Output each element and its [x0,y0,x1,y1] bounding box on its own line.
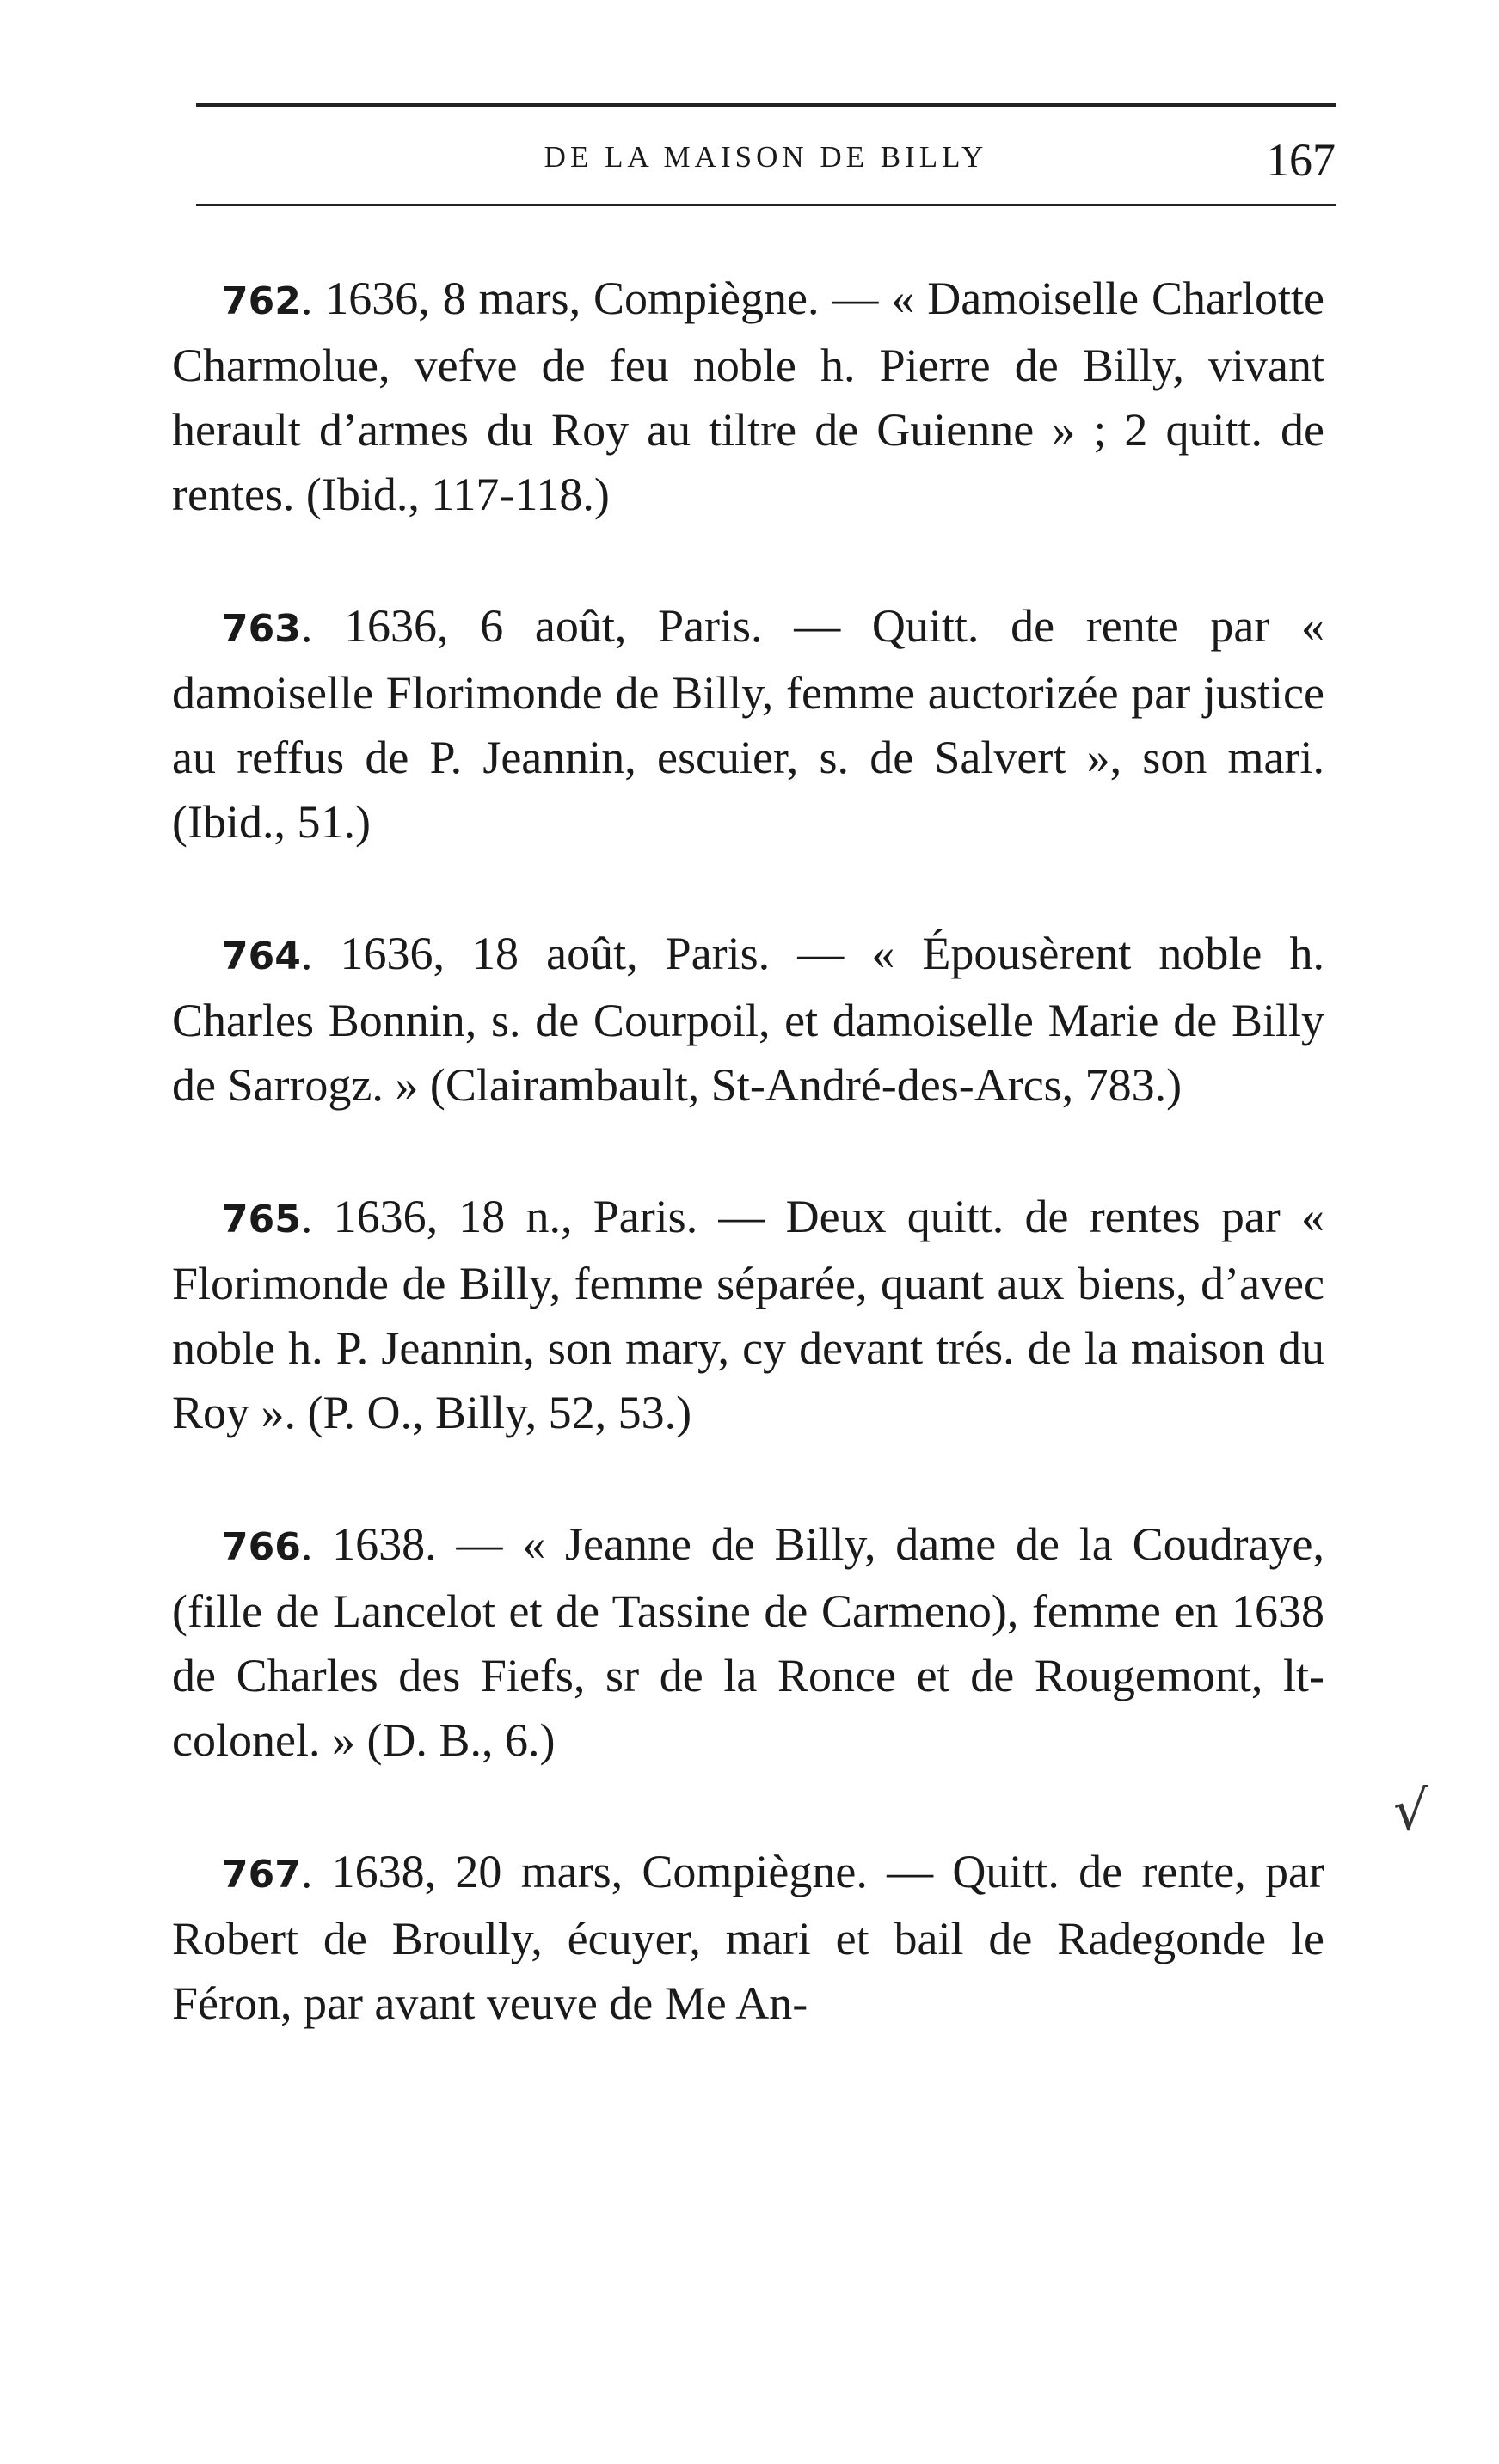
page-number: 167 [1266,134,1336,186]
entry-paragraph [172,1840,1324,2036]
running-title: DE LA MAISON DE BILLY [544,140,988,174]
entry-number: 766 [222,1525,301,1569]
entry-paragraph [172,267,1324,527]
entry-765 [172,1185,1324,1445]
entry-766 [172,1512,1324,1773]
header-rule-top [196,103,1336,107]
entry-paragraph [172,922,1324,1118]
entry-764 [172,922,1324,1118]
entry-text: . 1638. — « Jeanne de Billy, dame de la Coudraye, (fille de Lancelot et de Tassine de Carmeno), femme en 1638 de Charles des Fiefs, sr de la Ronce et de Rougemont, lt-colonel. » (D. B., 6.) [172,1518,1324,1766]
checkmark-annotation: √ [1393,1780,1428,1843]
entry-text: . 1636, 18 n., Paris. — Deux quitt. de rentes par « Florimonde de Billy, femme séparée, quant aux biens, d’avec noble h. P. Jeannin, son mary, cy devant trés. de la maison du Roy ». (P. O., Billy, 52, 53.) [172,1191,1324,1438]
entries-list [172,267,1324,2103]
entry-number: 764 [222,935,301,978]
entry-text: . 1636, 8 mars, Compiègne. — « Damoiselle Charlotte Charmolue, vefve de feu noble h. Pierre de Billy, vivant herault d’armes du Roy au tiltre de Guienne » ; 2 quitt. de rentes. (Ibid., 117-118.) [172,273,1324,520]
entry-paragraph [172,1185,1324,1445]
header-rule-bottom [196,204,1336,206]
entry-763 [172,594,1324,855]
entry-number: 767 [222,1853,301,1897]
entry-paragraph [172,1512,1324,1773]
entry-paragraph [172,594,1324,855]
entry-number: 765 [222,1198,301,1241]
entry-text: . 1636, 6 août, Paris. — Quitt. de rente par « damoiselle Florimonde de Billy, femme auctorizée par justice au reffus de P. Jeannin, escuier, s. de Salvert », son mari. (Ibid., 51.) [172,600,1324,848]
entry-text: . 1636, 18 août, Paris. — « Épousèrent noble h. Charles Bonnin, s. de Courpoil, et damoiselle Marie de Billy de Sarrogz. » (Clairambault, St-André-des-Arcs, 783.) [172,928,1324,1111]
entry-number: 762 [222,279,301,323]
entry-number: 763 [222,607,301,651]
entry-767 [172,1840,1324,2036]
entry-762 [172,267,1324,527]
entry-text: . 1638, 20 mars, Compiègne. — Quitt. de rente, par Robert de Broully, écuyer, mari et bail de Radegonde le Féron, par avant veuve de Me An- [172,1846,1324,2029]
running-head [196,134,1336,192]
